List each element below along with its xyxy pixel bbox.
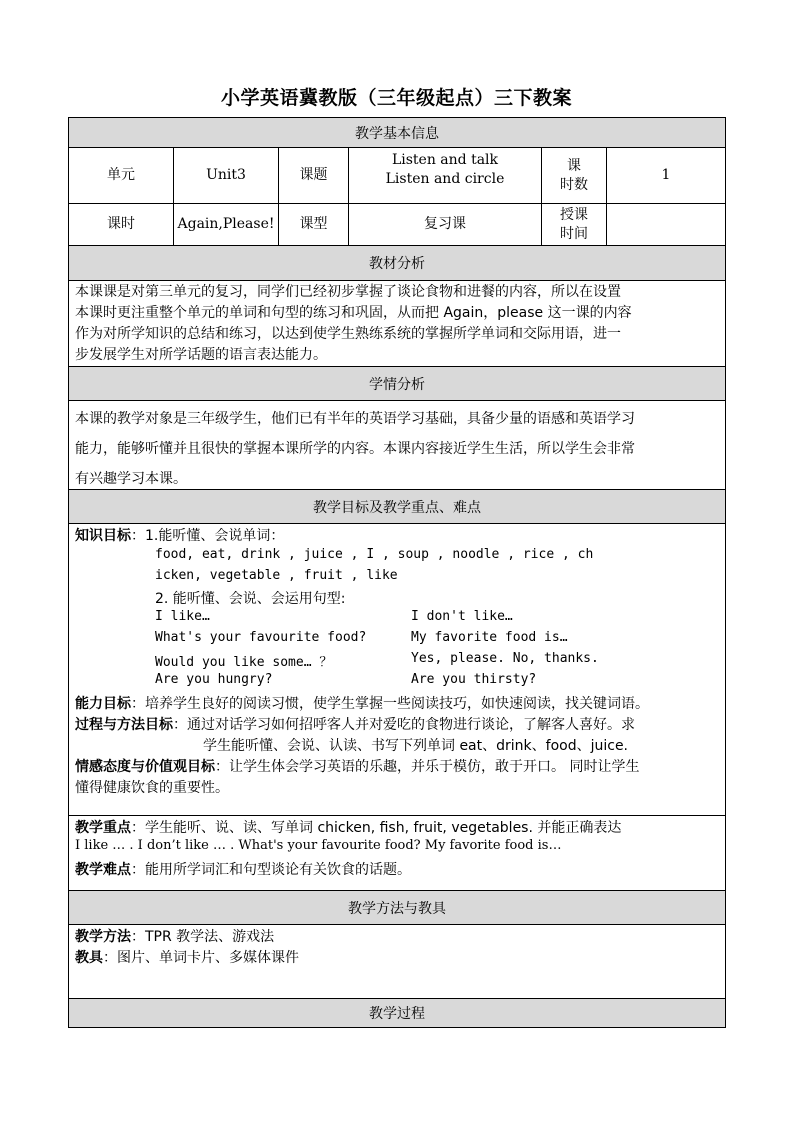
lesson-value: Again,Please! [177, 216, 275, 232]
emotion-objective [75, 756, 639, 776]
student-analysis-text [75, 404, 719, 494]
emotion-text-1: ：让学生体会学习英语的乐趣，并乐于模仿，敢于开口。 同时让学生 [215, 759, 640, 775]
teaching-method [75, 926, 274, 946]
student-line: 能力，能够听懂并且很快的掌握本课所学的内容。本课内容接近学生生活，所以学生会非常 [75, 441, 635, 457]
time-label-1: 授课 [560, 206, 588, 223]
process-label: 过程与方法目标 [75, 717, 173, 733]
material-line: 本课时更注重整个单元的单词和句型的练习和巩固，从而把 Again，please 这一课的内容 [75, 305, 632, 321]
sentence-3-right: Yes, please. No, thanks. [411, 651, 599, 666]
ability-text: ：培养学生良好的阅读习惯，使学生掌握一些阅读技巧，如快速阅读，找关键词语。 [131, 696, 649, 712]
ability-objective [75, 693, 649, 713]
lesson-plan-table [68, 117, 726, 1028]
emotion-text-2: 懂得健康饮食的重要性。 [75, 780, 229, 796]
student-line: 本课的教学对象是三年级学生，他们已有半年的英语学习基础，具备少量的语感和英语学习 [75, 411, 635, 427]
difficulty-text: ：能用所学词汇和句型谈论有关饮食的话题。 [131, 862, 411, 878]
time-value [607, 204, 725, 245]
process-text-1: ：通过对话学习如何招呼客人并对爱吃的食物进行谈论，了解客人喜好。求 [173, 717, 635, 733]
basic-info-header: 教学基本信息 [69, 118, 725, 147]
sentence-2-right: My favorite food is… [411, 630, 568, 645]
emotion-label: 情感态度与价值观目标 [75, 759, 215, 775]
hours-label-2: 时数 [560, 176, 588, 193]
hours-value: 1 [661, 167, 671, 183]
topic-value [349, 148, 541, 203]
sentence-intro: 2. 能听懂、会说、会运用句型: [155, 591, 346, 607]
sentence-1-right: I don't like… [411, 609, 513, 624]
page-title: 小学英语冀教版（三年级起点）三下教案 [220, 87, 572, 109]
knowledge-label: 知识目标 [75, 528, 131, 544]
methods-header: 教学方法与教具 [69, 891, 725, 924]
time-label [542, 204, 606, 245]
objectives-header: 教学目标及教学重点、难点 [69, 490, 725, 523]
unit-value: Unit3 [206, 167, 246, 183]
hours-label-1: 课 [567, 157, 581, 174]
type-label: 课型 [299, 216, 328, 232]
material-line: 步发展学生对所学话题的语言表达能力。 [75, 347, 327, 363]
unit-label: 单元 [107, 167, 135, 183]
process-header: 教学过程 [69, 999, 725, 1027]
key-point [75, 817, 621, 837]
words-line-2: icken, vegetable , fruit , like [155, 568, 398, 583]
lesson-label: 课时 [107, 216, 135, 232]
topic-line-1: Listen and talk [391, 151, 499, 168]
student-line: 有兴趣学习本课。 [75, 471, 187, 487]
sentence-4-left: Are you hungry? [155, 672, 273, 687]
ability-label: 能力目标 [75, 696, 131, 712]
tools-label: 教具 [75, 950, 103, 966]
material-line: 作为对所学知识的总结和练习，以达到使学生熟练系统的掌握所学单词和交际用语，进一 [75, 326, 621, 342]
key-points [75, 817, 721, 889]
tools-text: ：图片、单词卡片、多媒体课件 [103, 950, 299, 966]
difficulty-point [75, 859, 411, 879]
sentence-4-right: Are you thirsty? [411, 672, 537, 687]
topic-label: 课题 [299, 167, 328, 183]
sentence-1-left: I like… [155, 609, 210, 624]
key-text-2: I like … . I don’t like … . What's your favourite food? My favorite food is… [75, 838, 562, 853]
topic-line-2: Listen and circle [385, 170, 505, 187]
objectives-body [75, 525, 721, 815]
sentence-2-left: What's your favourite food? [155, 630, 367, 645]
material-analysis-header: 教材分析 [69, 246, 725, 280]
knowledge-intro: ：1.能听懂、会说单词： [131, 528, 285, 544]
method-text: ：TPR 教学法、游戏法 [131, 929, 275, 945]
method-label: 教学方法 [75, 929, 131, 945]
methods-body [75, 926, 721, 996]
teaching-tools [75, 947, 299, 967]
process-objective [75, 714, 635, 734]
knowledge-objective [75, 525, 284, 545]
hours-label [542, 148, 606, 203]
key-text-1: ：学生能听、说、读、写单词 chicken, fish, fruit, vegetables. 并能正确表达 [131, 820, 622, 836]
process-text-2: 学生能听懂、会说、认读、书写下列单词 eat、drink、food、juice. [203, 738, 629, 754]
material-line: 本课课是对第三单元的复习，同学们已经初步掌握了谈论食物和进餐的内容，所以在设置 [75, 284, 621, 300]
words-line-1: food, eat, drink , juice , I , soup , noodle , rice , ch [155, 547, 594, 562]
key-label: 教学重点 [75, 820, 131, 836]
type-value: 复习课 [424, 216, 466, 232]
difficulty-label: 教学难点 [75, 862, 131, 878]
student-analysis-header: 学情分析 [69, 367, 725, 400]
material-analysis-text [75, 282, 719, 366]
time-label-2: 时间 [560, 225, 588, 242]
sentence-3-left: Would you like some… ？ [155, 655, 333, 670]
